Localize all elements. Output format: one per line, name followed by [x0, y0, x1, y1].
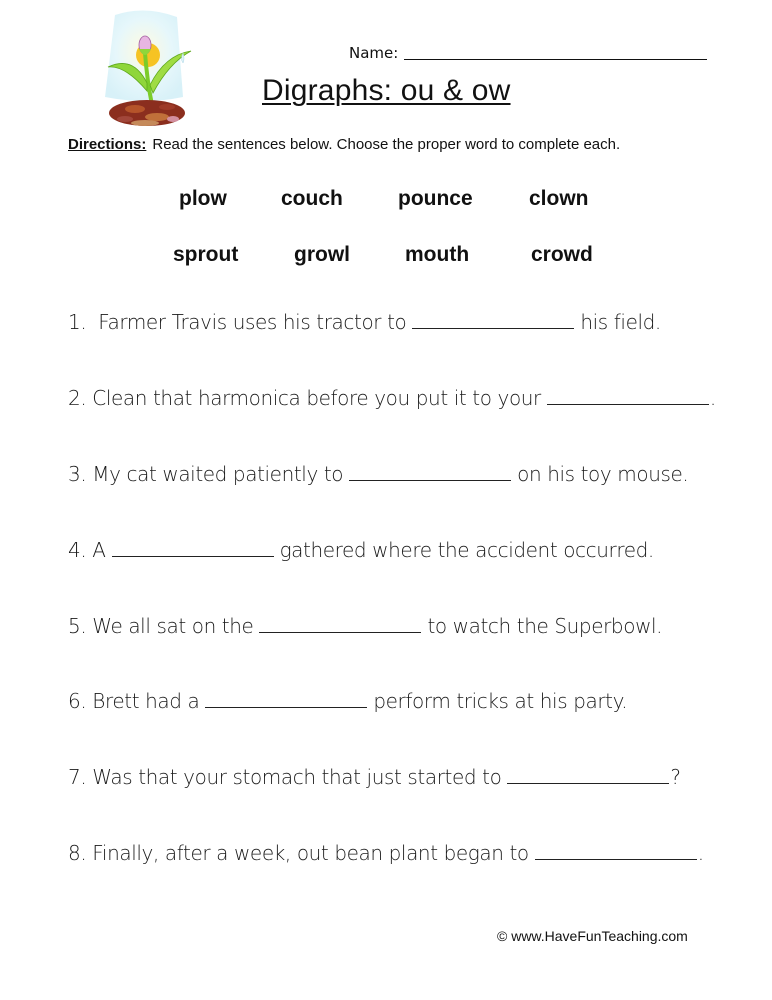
sentence-text-before: Brett had a — [92, 689, 200, 713]
answer-blank-8[interactable] — [535, 859, 697, 860]
sentence-text-after: gathered where the accident occurred. — [279, 538, 654, 562]
sentence-2 — [68, 386, 716, 410]
worksheet-title: Digraphs: ou & ow — [262, 74, 511, 107]
sentence-text-after: on his toy mouse. — [517, 462, 689, 486]
sentence-text-after: . — [709, 386, 716, 410]
sentence-text-before: Was that your stomach that just started to — [92, 765, 502, 789]
sentence-1 — [68, 310, 661, 334]
sentence-number: 6. — [68, 689, 87, 713]
sentence-number: 2. — [68, 386, 87, 410]
word-bank-item: growl — [294, 243, 350, 266]
name-line[interactable] — [404, 59, 707, 60]
name-field[interactable] — [349, 44, 707, 62]
sentence-8 — [68, 841, 704, 865]
directions — [68, 136, 620, 153]
sprouting-plant-clipart — [95, 5, 195, 130]
sentence-text-after: perform tricks at his party. — [373, 689, 628, 713]
sentence-number: 1. — [68, 310, 87, 334]
sentence-number: 7. — [68, 765, 87, 789]
sentence-text-after: ? — [670, 765, 681, 789]
sentence-text-before: A — [92, 538, 106, 562]
sentence-text-after: his field. — [580, 310, 661, 334]
plant-icon — [95, 5, 195, 130]
sentence-text-before: My cat waited patiently to — [92, 462, 344, 486]
answer-blank-4[interactable] — [112, 556, 274, 557]
word-bank-item: mouth — [405, 243, 470, 266]
sentence-text-before: Clean that harmonica before you put it to your — [92, 386, 541, 410]
sentence-3 — [68, 462, 688, 486]
word-bank-item: sprout — [173, 243, 239, 266]
directions-label: Directions: — [68, 136, 147, 153]
directions-text: Read the sentences below. Choose the proper word to complete each. — [152, 136, 621, 153]
sentence-5 — [68, 614, 662, 638]
answer-blank-1[interactable] — [412, 328, 574, 329]
copyright-footer: © www.HaveFunTeaching.com — [497, 928, 688, 944]
word-bank-item: plow — [179, 187, 227, 210]
answer-blank-3[interactable] — [349, 480, 511, 481]
sentence-text-after: to watch the Superbowl. — [427, 614, 663, 638]
sentence-text-before: Farmer Travis uses his tractor to — [98, 310, 407, 334]
sentence-text-after: . — [697, 841, 704, 865]
answer-blank-2[interactable] — [547, 404, 709, 405]
sentence-4 — [68, 538, 654, 562]
word-bank-item: clown — [529, 187, 589, 210]
answer-blank-5[interactable] — [259, 632, 421, 633]
answer-blank-6[interactable] — [205, 707, 367, 708]
sentence-number: 3. — [68, 462, 87, 486]
sentence-text-before: We all sat on the — [92, 614, 254, 638]
answer-blank-7[interactable] — [507, 783, 669, 784]
name-label: Name: — [349, 44, 399, 62]
word-bank-item: crowd — [531, 243, 593, 266]
sentence-number: 8. — [68, 841, 87, 865]
word-bank-item: couch — [281, 187, 343, 210]
sentence-7 — [68, 765, 681, 789]
sentence-number: 5. — [68, 614, 87, 638]
word-bank-item: pounce — [398, 187, 473, 210]
sentence-number: 4. — [68, 538, 87, 562]
sentence-text-before: Finally, after a week, out bean plant began to — [92, 841, 529, 865]
sentence-6 — [68, 689, 627, 713]
